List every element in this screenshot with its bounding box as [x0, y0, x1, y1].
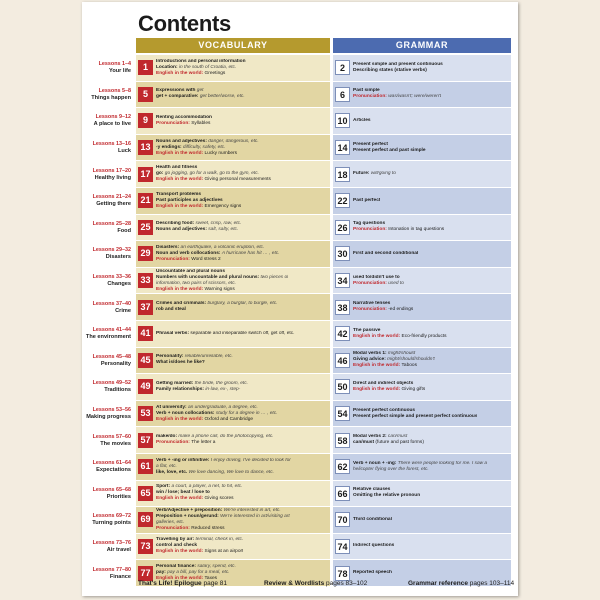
- lesson-topic: Healthy living: [94, 174, 131, 181]
- entry-line: Nouns and adjectives: salt, salty, etc.: [156, 227, 239, 233]
- entry-line: Sport: a court, a player, a net, to hit, etc.: [156, 484, 243, 490]
- table-row: [82, 55, 518, 82]
- table-row: [82, 374, 518, 401]
- grammar-entries: [353, 570, 392, 576]
- lesson-topic: Luck: [117, 148, 131, 155]
- grammar-lesson-number: 38: [335, 300, 350, 315]
- entry-line: Future: will/going to: [353, 171, 396, 177]
- entry-line: Uncountable and plural nouns: [156, 268, 226, 274]
- entry-line: Present perfect simple and present perfect continuous: [353, 413, 478, 419]
- vocabulary-lesson-number: 13: [138, 140, 153, 155]
- entry-line: Renting accommodation: [156, 114, 212, 120]
- lesson-topic: Your life: [109, 68, 131, 75]
- entry-line: Expressions with get: [156, 88, 204, 94]
- vocabulary-lesson-number: 41: [138, 326, 153, 341]
- grammar-cell: [333, 82, 511, 108]
- vocabulary-entries: [156, 331, 295, 337]
- entry-line: Nouns and adjectives: danger, dangerous, etc.: [156, 138, 259, 144]
- entry-line: The passive: [353, 327, 381, 333]
- entry-line: used to/didn't use to: [353, 274, 400, 280]
- lesson-numbers: Lessons 33–36: [92, 274, 131, 281]
- grammar-entries: [353, 408, 477, 420]
- grammar-lesson-number: 42: [335, 326, 350, 341]
- entry-line: Narrative tenses: [353, 301, 391, 307]
- lesson-numbers: Lessons 25–28: [92, 220, 131, 227]
- lesson-numbers: Lessons 49–52: [92, 380, 131, 387]
- grammar-lesson-number: 2: [335, 60, 350, 75]
- lesson-range[interactable]: [82, 55, 131, 82]
- entry-line: English in the world: Oxford and Cambridge: [156, 416, 254, 422]
- lesson-range[interactable]: [82, 427, 131, 454]
- lesson-range[interactable]: [82, 454, 131, 481]
- entry-line: English in the world: Warning signs: [156, 286, 235, 292]
- entry-line: English in the world: Taboos: [353, 363, 417, 369]
- grammar-cell: [333, 241, 511, 267]
- vocabulary-entries: [156, 301, 278, 313]
- vocabulary-lesson-number: 9: [138, 113, 153, 128]
- entry-line: a flat, etc.: [156, 463, 177, 469]
- vocabulary-cell: [136, 427, 330, 453]
- vocabulary-lesson-number: 73: [138, 539, 153, 554]
- entry-line: Verb + -ing or infinitive: I enjoy driving, I've decided to look for: [156, 457, 291, 463]
- lesson-numbers: Lessons 53–56: [92, 407, 131, 414]
- entry-line: English in the world: Signs at an airport: [156, 549, 244, 555]
- entry-line: English in the world: Lucky numbers: [156, 150, 238, 156]
- entry-line: Describing food: sweet, crisp, raw, etc.: [156, 221, 242, 227]
- vocabulary-cell: [136, 82, 330, 108]
- grammar-entries: [353, 275, 404, 287]
- entry-line: Omitting the relative pronoun: [353, 493, 421, 499]
- entry-line: Pronunciation: -ed endings: [353, 307, 414, 313]
- lesson-numbers: Lessons 21–24: [92, 194, 131, 201]
- grammar-entries: [353, 301, 413, 313]
- entry-line: English in the world: Eco-friendly products: [353, 333, 447, 339]
- grammar-entries: [353, 351, 435, 369]
- lesson-range[interactable]: [82, 135, 131, 162]
- lesson-topic: Getting there: [96, 201, 131, 208]
- entry-line: Direct and indirect objects: [353, 380, 414, 386]
- vocabulary-entries: [156, 192, 241, 210]
- table-row: [82, 481, 518, 508]
- grammar-cell: [333, 321, 511, 347]
- entry-line: Personal finance: salary, spend, etc.: [156, 564, 236, 570]
- entry-line: Numbers with uncountable and plural nouns: two pieces of: [156, 274, 289, 280]
- lesson-range[interactable]: [82, 374, 131, 401]
- vocabulary-entries: [156, 434, 274, 446]
- entry-line: pay: pay a bill, pay for a meal, etc.: [156, 570, 230, 576]
- lesson-numbers: Lessons 57–60: [92, 433, 131, 440]
- vocabulary-lesson-number: 69: [138, 512, 153, 527]
- lesson-topic: The environment: [85, 334, 131, 341]
- entry-line: English in the world: Giving scores: [156, 496, 234, 502]
- entry-line: What is/does he like?: [156, 360, 205, 366]
- entry-line: Present perfect and past simple: [353, 147, 426, 153]
- grammar-entries: [353, 62, 443, 74]
- entry-line: Present perfect: [353, 141, 388, 147]
- entry-line: -y endings: difficulty, safety, etc.: [156, 144, 226, 150]
- grammar-entries: [353, 221, 444, 233]
- entry-line: galleries, etc.: [156, 519, 185, 525]
- vocabulary-entries: [156, 537, 243, 555]
- lesson-topic: Disasters: [105, 254, 131, 261]
- entry-line: Pronunciation: Reduced stress: [156, 525, 225, 531]
- entry-line: At university: an undergraduate, a degree, etc.: [156, 404, 258, 410]
- entry-line: Personality: reliable/unreliable, etc.: [156, 354, 233, 360]
- vocabulary-lesson-number: 21: [138, 193, 153, 208]
- lesson-range[interactable]: [82, 241, 131, 268]
- lesson-numbers: Lessons 13–16: [92, 141, 131, 148]
- lesson-numbers: Lessons 45–48: [92, 353, 131, 360]
- lesson-range[interactable]: [82, 534, 131, 561]
- entry-line: Pronunciation: Word stress 2: [156, 256, 221, 262]
- vocabulary-lesson-number: 33: [138, 273, 153, 288]
- vocabulary-entries: [156, 165, 271, 183]
- table-row: [82, 215, 518, 242]
- vocabulary-entries: [156, 59, 246, 77]
- grammar-cell: [333, 454, 511, 480]
- grammar-lesson-number: 6: [335, 87, 350, 102]
- entry-line: Pronunciation: Intonation in tag questions: [353, 227, 445, 233]
- lesson-topic: Expectations: [96, 467, 131, 474]
- grammar-cell: [333, 507, 511, 533]
- grammar-entries: [353, 517, 392, 523]
- grammar-entries: [353, 198, 380, 204]
- vocabulary-entries: [156, 508, 290, 532]
- lesson-range[interactable]: [82, 82, 131, 109]
- vocabulary-entries: [156, 115, 212, 127]
- vocabulary-cell: [136, 481, 330, 507]
- page-title: Contents: [138, 11, 231, 36]
- vocabulary-lesson-number: 65: [138, 486, 153, 501]
- lesson-topic: Traditions: [104, 387, 131, 394]
- vocabulary-lesson-number: 77: [138, 566, 153, 581]
- grammar-entries: [353, 543, 394, 549]
- entry-line: control and check: [156, 543, 198, 549]
- entry-line: Phrasal verbs: separable and inseparable switch off, get off, etc.: [156, 330, 295, 336]
- lesson-numbers: Lessons 77–80: [92, 566, 131, 573]
- lesson-topic: Things happen: [91, 94, 131, 101]
- lesson-numbers: Lessons 5–8: [98, 87, 131, 94]
- lesson-topic: Personality: [100, 360, 131, 367]
- grammar-lesson-number: 34: [335, 273, 350, 288]
- lesson-numbers: Lessons 17–20: [92, 167, 131, 174]
- lesson-topic: Priorities: [106, 493, 131, 500]
- vocabulary-entries: [156, 139, 259, 157]
- lesson-numbers: Lessons 41–44: [92, 327, 131, 334]
- vocabulary-entries: [156, 88, 245, 100]
- lesson-range[interactable]: [82, 401, 131, 428]
- vocabulary-lesson-number: 45: [138, 353, 153, 368]
- entry-line: English in the world: Taxes: [156, 576, 218, 582]
- vocabulary-cell: [136, 348, 330, 374]
- entry-line: Reported speech: [353, 570, 392, 576]
- table-row: [82, 454, 518, 481]
- grammar-lesson-number: 78: [335, 566, 350, 581]
- grammar-lesson-number: 46: [335, 353, 350, 368]
- vocabulary-cell: [136, 241, 330, 267]
- lesson-range[interactable]: [82, 321, 131, 348]
- grammar-lesson-number: 18: [335, 167, 350, 182]
- table-row: [82, 294, 518, 321]
- vocabulary-entries: [156, 484, 242, 502]
- vocabulary-cell: [136, 534, 330, 560]
- entry-line: Third conditional: [353, 516, 392, 522]
- lesson-range[interactable]: [82, 507, 131, 534]
- vocabulary-cell: [136, 108, 330, 134]
- lesson-topic: Turning points: [92, 520, 131, 527]
- entry-line: Past participles as adjectives: [156, 197, 223, 203]
- grammar-lesson-number: 10: [335, 113, 350, 128]
- entry-line: Describing states (stative verbs): [353, 67, 427, 73]
- lesson-numbers: Lessons 37–40: [92, 300, 131, 307]
- vocabulary-entries: [156, 245, 280, 263]
- lesson-range[interactable]: [82, 560, 131, 587]
- lesson-topic: Crime: [115, 307, 131, 314]
- grammar-entries: [353, 328, 447, 340]
- grammar-cell: [333, 135, 511, 161]
- entry-line: information, two pairs of scissors, etc.: [156, 280, 236, 286]
- entry-line: English in the world: Giving gifts: [353, 386, 426, 392]
- grammar-cell: [333, 481, 511, 507]
- grammar-entries: [353, 171, 396, 177]
- vocabulary-cell: [136, 135, 330, 161]
- entry-line: win / lose; beat / lose to: [156, 490, 210, 496]
- entry-line: get + comparative: get better/worse, etc.: [156, 94, 245, 100]
- grammar-entries: [353, 487, 420, 499]
- table-row: [82, 188, 518, 215]
- grammar-entries: [353, 461, 487, 473]
- lesson-range[interactable]: [82, 481, 131, 508]
- vocabulary-cell: [136, 215, 330, 241]
- table-row: [82, 427, 518, 454]
- lesson-range[interactable]: [82, 188, 131, 215]
- grammar-lesson-number: 62: [335, 459, 350, 474]
- vocabulary-cell: [136, 321, 330, 347]
- entry-line: Tag questions: [353, 221, 386, 227]
- grammar-lesson-number: 70: [335, 512, 350, 527]
- entry-line: Transport problems: [156, 191, 202, 197]
- lesson-range[interactable]: [82, 294, 131, 321]
- entry-line: Pronunciation: was/wasn't; were/weren't: [353, 94, 442, 100]
- lesson-range[interactable]: [82, 215, 131, 242]
- entry-line: Crimes and criminals: burglary, a burglar, to burgle, etc.: [156, 301, 278, 307]
- grammar-entries: [353, 88, 441, 100]
- grammar-lesson-number: 22: [335, 193, 350, 208]
- table-row: [82, 268, 518, 295]
- grammar-cell: [333, 55, 511, 81]
- vocabulary-lesson-number: 25: [138, 220, 153, 235]
- entry-line: make/do: make a phone call, do the photocopying, etc.: [156, 434, 274, 440]
- entry-line: Disasters: an earthquake, a volcanic eruption, etc.: [156, 244, 265, 250]
- vocabulary-lesson-number: 29: [138, 246, 153, 261]
- grammar-cell: [333, 294, 511, 320]
- entry-line: First and second conditional: [353, 250, 419, 256]
- vocabulary-cell: [136, 161, 330, 187]
- grammar-cell: [333, 268, 511, 294]
- table-row: [82, 321, 518, 348]
- grammar-cell: [333, 427, 511, 453]
- vocabulary-entries: [156, 405, 277, 423]
- lesson-range[interactable]: [82, 268, 131, 295]
- vocabulary-cell: [136, 55, 330, 81]
- entry-line: Health and fitness: [156, 165, 198, 171]
- grammar-cell: [333, 534, 511, 560]
- vocabulary-entries: [156, 354, 233, 366]
- table-row: [82, 348, 518, 375]
- lesson-numbers: Lessons 65–68: [92, 486, 131, 493]
- entry-line: Introductions and personal information: [156, 58, 246, 64]
- grammar-lesson-number: 26: [335, 220, 350, 235]
- entry-line: Verb + noun collocations: study for a degree in … , etc.: [156, 410, 278, 416]
- entry-line: Giving advice: might/should/shouldn't: [353, 357, 435, 363]
- lesson-topic: Changes: [107, 281, 131, 288]
- grammar-cell: [333, 401, 511, 427]
- grammar-entries: [353, 118, 371, 124]
- entry-line: Present perfect continuous: [353, 407, 416, 413]
- page-footer: [138, 580, 518, 590]
- grammar-entries: [353, 251, 418, 257]
- contents-page: [82, 2, 518, 596]
- table-row: [82, 507, 518, 534]
- vocabulary-cell: [136, 401, 330, 427]
- grammar-entries: [353, 142, 426, 154]
- entry-line: Past perfect: [353, 197, 381, 203]
- vocabulary-cell: [136, 188, 330, 214]
- vocabulary-lesson-number: 61: [138, 459, 153, 474]
- vocabulary-lesson-number: 5: [138, 87, 153, 102]
- vocabulary-lesson-number: 53: [138, 406, 153, 421]
- grammar-cell: [333, 215, 511, 241]
- vocabulary-lesson-number: 37: [138, 300, 153, 315]
- entry-line: go: go jogging, go for a walk, go to the gym, etc.: [156, 171, 259, 177]
- table-row: [82, 108, 518, 135]
- grammar-lesson-number: 54: [335, 406, 350, 421]
- entry-line: Getting married: the bride, the groom, etc.: [156, 380, 248, 386]
- lesson-topic: Finance: [109, 573, 131, 580]
- vocabulary-cell: [136, 268, 330, 294]
- entry-line: English in the world: Giving personal measurements: [156, 177, 271, 183]
- lesson-topic: Air travel: [106, 546, 131, 553]
- lesson-range[interactable]: [82, 161, 131, 188]
- entry-line: Pronunciation: used to: [353, 280, 404, 286]
- entry-line: Verb + noun + -ing: There were people looking for me. I saw a: [353, 460, 488, 466]
- lesson-numbers: Lessons 29–32: [92, 247, 131, 254]
- grammar-lesson-number: 58: [335, 433, 350, 448]
- vocabulary-entries: [156, 269, 288, 293]
- contents-table: [82, 55, 518, 587]
- lesson-numbers: Lessons 9–12: [95, 114, 131, 121]
- lesson-numbers: Lessons 61–64: [92, 460, 131, 467]
- entry-line: Present simple and present continuous: [353, 61, 443, 67]
- grammar-entries: [353, 434, 424, 446]
- vocabulary-cell: [136, 454, 330, 480]
- vocabulary-lesson-number: 57: [138, 433, 153, 448]
- entry-line: Location: in the south of Croatia, etc.: [156, 64, 237, 70]
- vocabulary-entries: [156, 458, 291, 476]
- table-row: [82, 82, 518, 109]
- grammar-cell: [333, 374, 511, 400]
- table-row: [82, 135, 518, 162]
- vocabulary-cell: [136, 374, 330, 400]
- lesson-topic: Making progress: [86, 414, 131, 421]
- vocabulary-lesson-number: 1: [138, 60, 153, 75]
- grammar-lesson-number: 74: [335, 539, 350, 554]
- vocabulary-entries: [156, 381, 248, 393]
- entry-line: Pronunciation: The letter a: [156, 440, 216, 446]
- grammar-lesson-number: 14: [335, 140, 350, 155]
- grammar-cell: [333, 108, 511, 134]
- footer-grammar-reference: Grammar reference pages 103–114: [408, 580, 515, 587]
- lesson-topic: The movies: [100, 440, 131, 447]
- grammar-column-header: GRAMMAR: [333, 38, 511, 53]
- grammar-lesson-number: 30: [335, 246, 350, 261]
- table-row: [82, 241, 518, 268]
- entry-line: Past simple: [353, 88, 380, 94]
- entry-line: Noun and verb collocations: A hurricane has hit … , etc.: [156, 250, 280, 256]
- entry-line: English in the world: Emergency signs: [156, 203, 242, 209]
- lesson-numbers: Lessons 73–76: [92, 539, 131, 546]
- entry-line: Pronunciation: Syllables: [156, 120, 211, 126]
- entry-line: Modal verbs 2: can/must: [353, 434, 408, 440]
- entry-line: helicopter flying over the forest, etc.: [353, 466, 429, 472]
- grammar-cell: [333, 161, 511, 187]
- table-row: [82, 534, 518, 561]
- grammar-cell: [333, 188, 511, 214]
- entry-line: Preposition + noun/gerund: We're interested in art/visiting art: [156, 513, 290, 519]
- entry-line: Indirect questions: [353, 543, 395, 549]
- entry-line: Family relationships: in-law, ex-, step-: [156, 386, 241, 392]
- grammar-entries: [353, 381, 425, 393]
- lesson-range[interactable]: [82, 348, 131, 375]
- entry-line: Relative clauses: [353, 487, 391, 493]
- grammar-lesson-number: 50: [335, 379, 350, 394]
- lesson-topic: A place to live: [93, 121, 131, 128]
- vocabulary-column-header: VOCABULARY: [136, 38, 330, 53]
- lesson-numbers: Lessons 69–72: [92, 513, 131, 520]
- footer-epilogue: That's Life! Epilogue page 81: [138, 580, 227, 587]
- entry-line: English in the world: Greetings: [156, 70, 226, 76]
- entry-line: Modal verbs 1: might/should: [353, 351, 416, 357]
- lesson-range[interactable]: [82, 108, 131, 135]
- entry-line: Articles: [353, 117, 371, 123]
- grammar-cell: [333, 348, 511, 374]
- lesson-topic: Food: [117, 227, 131, 234]
- entry-line: Verb/Adjective + preposition: We're interested in art, etc.: [156, 507, 281, 513]
- vocabulary-lesson-number: 49: [138, 379, 153, 394]
- vocabulary-cell: [136, 507, 330, 533]
- table-row: [82, 401, 518, 428]
- entry-line: can/must (future and past forms): [353, 440, 424, 446]
- vocabulary-lesson-number: 17: [138, 167, 153, 182]
- entry-line: rob and steal: [156, 307, 186, 313]
- vocabulary-entries: [156, 221, 241, 233]
- footer-review: Review & Wordlists pages 83–102: [264, 580, 368, 587]
- vocabulary-cell: [136, 294, 330, 320]
- lesson-numbers: Lessons 1–4: [98, 61, 131, 68]
- grammar-lesson-number: 66: [335, 486, 350, 501]
- entry-line: like, love, etc. We love dancing, We love to dance, etc.: [156, 469, 274, 475]
- table-row: [82, 161, 518, 188]
- entry-line: Travelling by air: terminal, check in, etc.: [156, 537, 244, 543]
